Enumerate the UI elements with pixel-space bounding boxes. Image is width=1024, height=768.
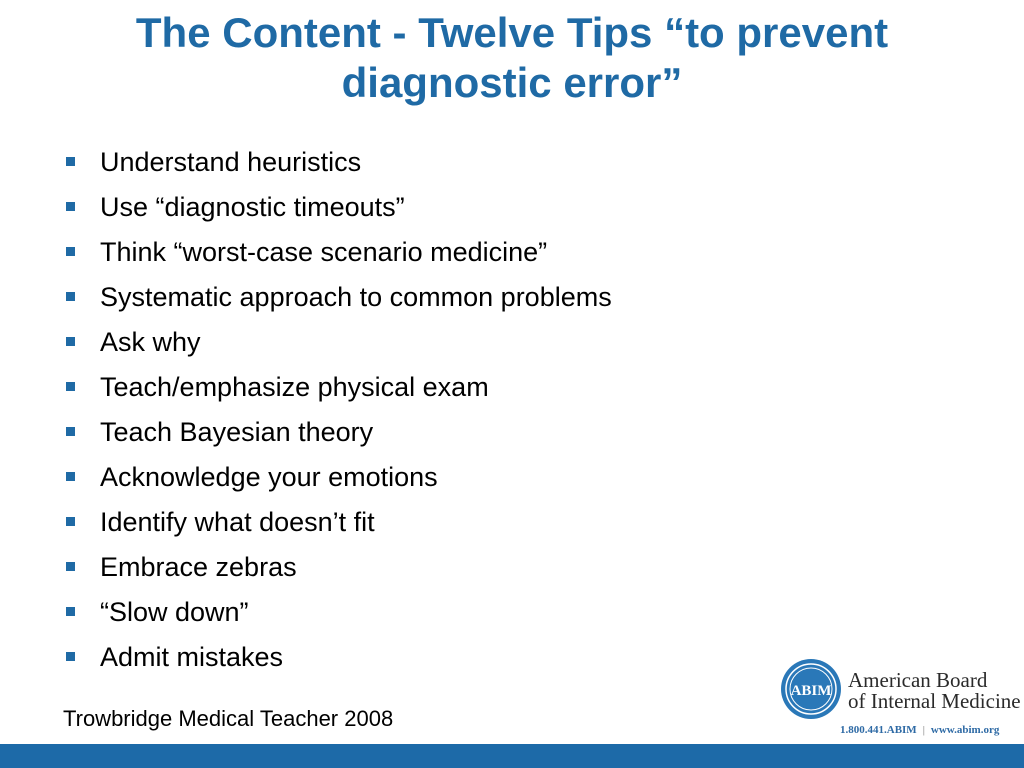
tip-text: Identify what doesn’t fit	[100, 507, 375, 537]
seal-text: ABIM	[790, 683, 832, 699]
website-url: www.abim.org	[930, 724, 1000, 736]
square-bullet-icon	[66, 247, 75, 256]
square-bullet-icon	[66, 157, 75, 166]
slide-title: The Content - Twelve Tips “to prevent diagnostic error”	[135, 9, 889, 106]
square-bullet-icon	[66, 382, 75, 391]
tip-text: “Slow down”	[100, 597, 249, 627]
citation: Trowbridge Medical Teacher 2008	[63, 706, 394, 731]
list-item	[60, 230, 612, 275]
square-bullet-icon	[66, 652, 75, 661]
list-item	[60, 590, 612, 635]
abim-logo	[780, 656, 1020, 738]
square-bullet-icon	[66, 472, 75, 481]
tips-list	[60, 140, 612, 680]
list-item	[60, 455, 612, 500]
footer-bar	[0, 744, 1024, 768]
tip-text: Admit mistakes	[100, 642, 284, 672]
tip-text: Systematic approach to common problems	[100, 282, 612, 312]
abim-seal-icon	[780, 658, 842, 720]
list-item	[60, 365, 612, 410]
square-bullet-icon	[66, 202, 75, 211]
organization-name	[848, 670, 1021, 712]
phone-number: 1.800.441.ABIM	[840, 724, 917, 736]
square-bullet-icon	[66, 427, 75, 436]
separator: |	[922, 724, 925, 736]
square-bullet-icon	[66, 337, 75, 346]
square-bullet-icon	[66, 292, 75, 301]
org-name-line-2: of Internal Medicine	[848, 689, 1021, 713]
list-item	[60, 320, 612, 365]
list-item	[60, 545, 612, 590]
list-item	[60, 140, 612, 185]
contact-line	[840, 724, 999, 736]
tip-text: Teach/emphasize physical exam	[100, 372, 489, 402]
tip-text: Think “worst-case scenario medicine”	[100, 237, 548, 267]
tip-text: Use “diagnostic timeouts”	[100, 192, 405, 222]
list-item	[60, 635, 612, 680]
square-bullet-icon	[66, 607, 75, 616]
list-item	[60, 185, 612, 230]
square-bullet-icon	[66, 517, 75, 526]
list-item	[60, 410, 612, 455]
tip-text: Acknowledge your emotions	[100, 462, 438, 492]
square-bullet-icon	[66, 562, 75, 571]
tip-text: Embrace zebras	[100, 552, 297, 582]
tip-text: Ask why	[100, 327, 201, 357]
org-name-line-1: American Board	[848, 668, 988, 692]
list-item	[60, 275, 612, 320]
list-item	[60, 500, 612, 545]
tip-text: Teach Bayesian theory	[100, 417, 374, 447]
tip-text: Understand heuristics	[100, 147, 362, 177]
